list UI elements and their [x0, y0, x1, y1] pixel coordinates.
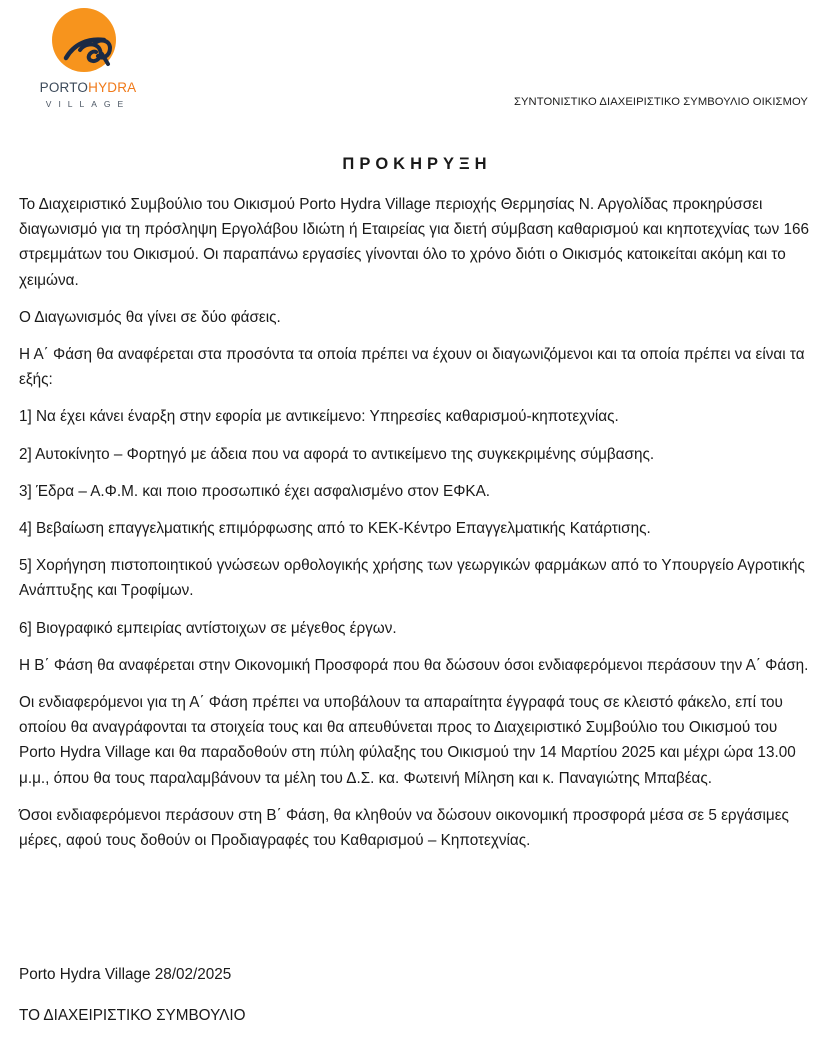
requirement-item-3: 3] Έδρα – Α.Φ.Μ. και ποιο προσωπικό έχει ασφαλισμένο στον ΕΦΚΑ.: [19, 482, 491, 500]
requirement-item-5: 5] Χορήγηση πιστοποιητικού γνώσεων ορθολογικής χρήσης των γεωργικών φαρμάκων από το Υπουργείο Αγροτικής Ανάπτυξης και Τροφίμων.: [19, 557, 805, 600]
submission-paragraph: Οι ενδιαφερόμενοι για τη Α΄ Φάση πρέπει να υποβάλουν τα απαραίτητα έγγραφά τους σε κλειστό φάκελο, επί του οποίου θα αναγράφονται τα στοιχεία τους και θα απευθύνεται προς το Διαχειριστικό Συμβούλιο του Οικισμού του Porto Hydra Village και θα παραδοθούν στη πύλη φύλαξης του Οικισμού την 14 Μαρτίου 2025 και μέχρι ώρα 13.00 μ.μ., όπου θα τους παραλαμβάνουν τα μέλη του Δ.Σ. κα. Φωτεινή Μίληση και κ. Παναγιώτης Μπαβέας.: [19, 694, 796, 787]
phase-b-paragraph: Η Β΄ Φάση θα αναφέρεται στην Οικονομική Προσφορά που θα δώσουν όσοι ενδιαφερόμενοι περάσουν την Α΄ Φάση.: [19, 656, 809, 674]
porto-hydra-logo: [24, 4, 142, 110]
signature: ΤΟ ΔΙΑΧΕΙΡΙΣΤΙΚΟ ΣΥΜΒΟΥΛΙΟ: [19, 1007, 246, 1024]
requirement-item-2: 2] Αυτοκίνητο – Φορτηγό με άδεια που να αφορά το αντικείμενο της συγκεκριμένης σύμβασης.: [19, 445, 655, 463]
requirement-item-4: 4] Βεβαίωση επαγγελματικής επιμόρφωσης από το ΚΕΚ-Κέντρο Επαγγελματικής Κατάρτισης.: [19, 520, 651, 538]
logo-word-porto: PORTO: [39, 80, 89, 95]
logo-word-hydra: HYDRA: [88, 80, 137, 95]
sun-bird-logo-icon: [44, 4, 124, 82]
logo-subtitle: VILLAGE: [45, 99, 131, 109]
document-body: [19, 192, 815, 865]
requirement-item-1: 1] Να έχει κάνει έναρξη στην εφορία με αντικείμενο: Υπηρεσίες καθαρισμού-κηποτεχνίας.: [19, 408, 619, 426]
closing-paragraph: Όσοι ενδιαφερόμενοι περάσουν στη Β΄ Φάση, θα κληθούν να δώσουν οικονομική προσφορά μέσα σε 5 εργάσιμες μέρες, αφού τους δοθούν οι Προδιαγραφές του Καθαρισμού – Κηποτεχνίας.: [19, 806, 789, 850]
page-title: ΠΡΟΚΗΡΥΞΗ: [342, 155, 492, 173]
intro-paragraph: Το Διαχειριστικό Συμβούλιο του Οικισμού Porto Hydra Village περιοχής Θερμησίας Ν. Αργολίδας προκηρύσσει διαγωνισμό για τη πρόσληψη Εργολάβου Ιδιώτη ή Εταιρείας για διετή σύμβαση καθαρισμού και κηποτεχνίας των 166 στρεμμάτων του Οικισμού. Οι παραπάνω εργασίες γίνονται όλο το χρόνο διότι ο Οικισμός κατοικείται ακόμη και το χειμώνα.: [19, 196, 810, 289]
org-label: ΣΥΝΤΟΝΙΣΤΙΚΟ ΔΙΑΧΕΙΡΙΣΤΙΚΟ ΣΥΜΒΟΥΛΙΟ ΟΙΚΙΣΜΟΥ: [513, 96, 808, 108]
place-date: Porto Hydra Village 28/02/2025: [19, 966, 232, 983]
requirement-item-6: 6] Βιογραφικό εμπειρίας αντίστοιχων σε μέγεθος έργων.: [19, 619, 397, 637]
phase-a-paragraph: Η Α΄ Φάση θα αναφέρεται στα προσόντα τα οποία πρέπει να έχουν οι διαγωνιζόμενοι και τα οποία πρέπει να είναι τα εξής:: [19, 346, 805, 389]
phases-paragraph: Ο Διαγωνισμός θα γίνει σε δύο φάσεις.: [19, 308, 281, 326]
logo-wordmark: [32, 80, 144, 95]
document-footer: [19, 962, 815, 1044]
